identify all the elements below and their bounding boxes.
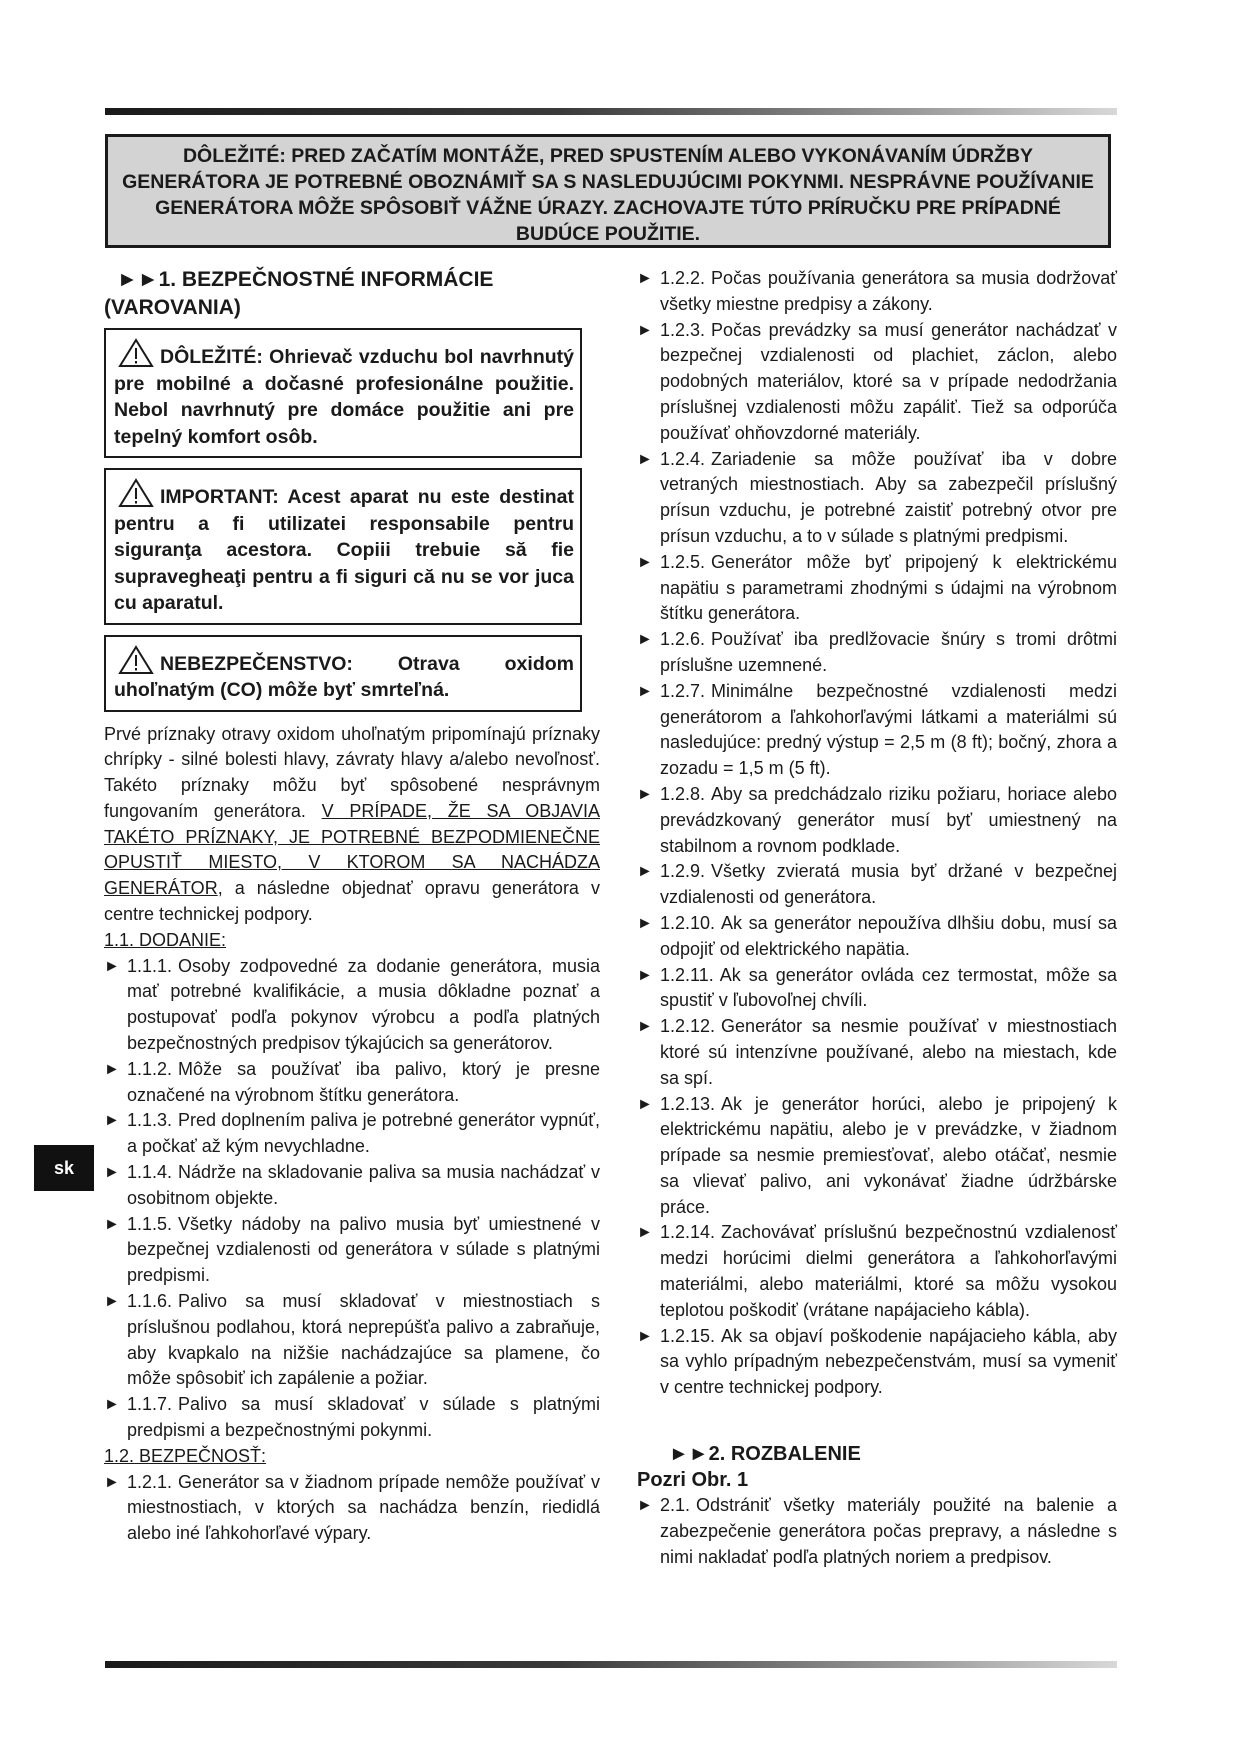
item-text: Ak sa generátor ovláda cez termostat, môže sa spustiť v ľubovoľnej chvíli. <box>660 964 1117 1011</box>
subsection-1-2-heading: 1.2. BEZPEČNOSŤ: <box>104 1445 267 1466</box>
warning-text-heater: DÔLEŽITÉ: Ohrievač vzduchu bol navrhnutý pre mobilné a dočasné profesionálne použitie. Nebol navrhnutý pre domáce použitie ani pre tepelný komfort osôb. <box>114 346 574 448</box>
warning-text-co: NEBEZPEČENSTVO: Otrava oxidom uhoľnatým (CO) môže byť smrteľná. <box>114 652 574 701</box>
arrow-bullet-icon: ► <box>104 1215 120 1233</box>
list-item-1-2-12 <box>637 1014 1117 1091</box>
item-number: 1.1.6. <box>127 1291 173 1312</box>
co-text-after: , a následne objednať opravu generátora v centre technickej podpory. <box>104 878 600 925</box>
item-number: 1.2.15. <box>660 1325 716 1346</box>
item-number: 1.2.10. <box>660 912 716 933</box>
item-text: Ak je generátor horúci, alebo je pripojený k elektrickému napätiu, alebo je v prevádzke, v žiadnom prípade sa nesmie premiesťovať, alebo otáčať, nesmie sa vlievať palivo, ani vykonávať žiadne údržbárske práce. <box>660 1093 1117 1217</box>
item-text: Aby sa predchádzalo riziku požiaru, horiace alebo prevádzkovaný generátor musí byť umiestnený na stabilnom a rovnom podklade. <box>660 783 1117 856</box>
left-column <box>104 266 600 1547</box>
item-text: Pred doplnením paliva je potrebné generátor vypnúť, a počkať až kým nevychladne. <box>127 1110 600 1157</box>
item-number: 1.2.9. <box>660 861 706 882</box>
item-text: Všetky nádoby na palivo musia byť umiestnené v bezpečnej vzdialenosti od generátora v súlade s platnými predpismi. <box>127 1213 600 1286</box>
arrow-bullet-icon: ► <box>637 321 653 339</box>
co-symptoms-paragraph <box>104 722 600 928</box>
item-number: 1.1.1. <box>127 955 173 976</box>
arrow-bullet-icon: ► <box>637 785 653 803</box>
co-text-before: Prvé príznaky otravy oxidom uhoľnatým pripomínajú príznaky chrípky - silné bolesti hlavy, závraty hlavy a/alebo nevoľnosť. Takéto príznaky môžu byť spôsobené nesprávnym fungovaním generátora. <box>104 723 600 821</box>
list-item-1-2-7 <box>637 679 1117 782</box>
item-text: Používať iba predlžovacie šnúry s tromi drôtmi príslušne uzemnené. <box>660 629 1117 675</box>
list-item-2-1 <box>637 1493 1117 1570</box>
arrow-bullet-icon: ► <box>637 450 653 468</box>
arrow-bullet-icon: ► <box>637 1095 653 1113</box>
header-rule <box>105 108 1117 115</box>
item-number: 1.2.3. <box>660 319 706 340</box>
list-item-1-2-8 <box>637 782 1117 859</box>
item-number: 1.2.14. <box>660 1222 716 1243</box>
item-text: Počas používania generátora sa musia dodržovať všetky miestne predpisy a zákony. <box>660 268 1117 314</box>
item-text: Všetky zvieratá musia byť držané v bezpečnej vzdialenosti od generátora. <box>660 861 1117 908</box>
list-item-1-2-14 <box>637 1220 1117 1323</box>
arrow-bullet-icon: ► <box>637 1224 653 1242</box>
item-text: Palivo sa musí skladovať v súlade s platnými predpismi a bezpečnostnými pokynmi. <box>127 1394 600 1441</box>
arrow-bullet-icon: ► <box>637 863 653 881</box>
list-item-1-2-2 <box>637 266 1117 318</box>
item-number: 1.2.7. <box>660 680 706 701</box>
footer-rule <box>105 1661 1117 1668</box>
item-number: 1.2.11. <box>660 964 714 985</box>
list-item-1-1-3 <box>104 1108 600 1160</box>
item-number: 1.2.2. <box>660 268 706 288</box>
arrow-bullet-icon: ► <box>637 631 653 649</box>
item-text: Zachovávať príslušnú bezpečnostnú vzdialenosť medzi horúcimi dielmi generátora a ľahkohorľavými materiálmi, alebo materiálmi, ktoré sa môžu vysokou teplotou poškodiť (vrátane napájacieho kábla). <box>660 1222 1117 1320</box>
item-number: 1.1.5. <box>127 1213 173 1234</box>
important-banner <box>105 134 1111 248</box>
item-text: Počas prevádzky sa musí generátor nachádzať v bezpečnej vzdialenosti od plachiet, záclon, alebo podobných materiálov, ktoré sa v prípade nedodržania príslušnej vzdialenosti môžu zapáliť. Tiež sa odporúča používať ohňovzdorné materiály. <box>660 319 1117 443</box>
item-number: 1.1.2. <box>127 1058 173 1079</box>
arrow-bullet-icon: ► <box>104 1293 120 1311</box>
item-text: Osoby zodpovedné za dodanie generátora, musia mať potrebné kvalifikácie, a musia dôkladne poznať a postupovať podľa pokynov výrobcu a podľa platných bezpečnostných predpisov týkajúcich sa generátorov. <box>127 955 600 1054</box>
item-number: 1.1.7. <box>127 1394 173 1415</box>
section-1-arrows: ►► <box>117 268 159 291</box>
arrow-bullet-icon: ► <box>637 553 653 571</box>
arrow-bullet-icon: ► <box>104 1060 120 1078</box>
item-text: Môže sa používať iba palivo, ktorý je presne označené na výrobnom štítku generátora. <box>127 1058 600 1105</box>
warning-triangle-icon <box>118 338 154 368</box>
list-item-1-2-4 <box>637 447 1117 550</box>
language-tab: sk <box>34 1145 94 1191</box>
item-text: Generátor sa nesmie používať v miestnostiach ktoré sú intenzívne používané, alebo na miestach, kde sa spí. <box>660 1016 1117 1088</box>
item-number: 1.2.13. <box>660 1093 716 1114</box>
item-number: 1.2.1. <box>127 1471 173 1492</box>
item-text: Generátor sa v žiadnom prípade nemôže používať v miestnostiach, v ktorých sa nachádza benzín, riedidlá alebo iné ľahkohorľavé výpary. <box>127 1471 600 1544</box>
arrow-bullet-icon: ► <box>637 966 653 984</box>
arrow-bullet-icon: ► <box>637 1327 653 1345</box>
arrow-bullet-icon: ► <box>637 1018 653 1036</box>
warning-triangle-icon <box>118 645 154 675</box>
list-item-1-2-3 <box>637 318 1117 447</box>
arrow-bullet-icon: ► <box>637 914 653 932</box>
arrow-bullet-icon: ► <box>104 1396 120 1414</box>
item-text: Ak sa generátor nepoužíva dlhšiu dobu, musí sa odpojiť od elektrického napätia. <box>660 912 1117 959</box>
item-number: 1.2.6. <box>660 629 706 650</box>
arrow-bullet-icon: ► <box>637 270 653 287</box>
list-item-1-2-9 <box>637 859 1117 911</box>
section-2-title <box>637 1441 1117 1467</box>
list-item-1-2-13 <box>637 1092 1117 1221</box>
section-1-title <box>104 266 600 322</box>
arrow-bullet-icon: ► <box>104 1473 120 1491</box>
item-text: Generátor môže byť pripojený k elektrickému napätiu s parametrami zhodnými s údajmi na výrobnom štítku generátora. <box>660 551 1117 624</box>
item-text: Odstrániť všetky materiály použité na balenie a zabezpečenie generátora počas prepravy, a následne s nimi nakladať podľa platných noriem a predpisov. <box>660 1495 1117 1567</box>
item-number: 1.1.4. <box>127 1162 173 1183</box>
item-text: Palivo sa musí skladovať v miestnostiach s príslušnou podlahou, ktorá neprepúšťa palivo a zabraňuje, aby kvapkalo na nižšie nachádzajúce sa plamene, čo môže spôsobiť ich zapálenie a požiar. <box>127 1291 600 1389</box>
warning-box-romanian <box>104 468 582 625</box>
list-item-1-1-5 <box>104 1212 600 1289</box>
warning-triangle-icon <box>118 478 154 508</box>
list-item-1-1-1 <box>104 954 600 1057</box>
item-number: 1.2.5. <box>660 551 706 572</box>
arrow-bullet-icon: ► <box>637 682 653 700</box>
item-text: Nádrže na skladovanie paliva sa musia nachádzať v osobitnom objekte. <box>127 1162 600 1208</box>
arrow-bullet-icon: ► <box>104 957 120 975</box>
section-2-heading: 2. ROZBALENIE <box>708 1443 861 1466</box>
item-text: Minimálne bezpečnostné vzdialenosti medzi generátorom a ľahkohorľavými látkami a materiálmi sú nasledujúce: predný výstup = 2,5 m (8 ft); bočný, zhora a zozadu = 1,5 m (5 ft). <box>660 680 1117 779</box>
list-item-1-1-4 <box>104 1160 600 1212</box>
list-item-1-1-2 <box>104 1057 600 1109</box>
warning-text-romanian: IMPORTANT: Acest aparat nu este destinat pentru a fi utilizatei responsabile pentru siguranţa acestora. Copiii trebuie să fie supravegheaţi pentru a fi siguri că nu se vor juca cu aparatul. <box>114 486 574 614</box>
arrow-bullet-icon: ► <box>104 1164 120 1182</box>
list-item-1-2-10 <box>637 911 1117 963</box>
arrow-bullet-icon: ► <box>104 1112 120 1130</box>
list-item-1-2-11 <box>637 963 1117 1015</box>
list-item-1-2-1 <box>104 1470 600 1547</box>
section-2-subtitle: Pozri Obr. 1 <box>637 1469 749 1492</box>
item-number: 1.2.8. <box>660 783 706 804</box>
list-item-1-2-15 <box>637 1324 1117 1401</box>
right-column <box>637 266 1117 1570</box>
list-item-1-2-5 <box>637 550 1117 627</box>
item-number: 2.1. <box>660 1495 691 1516</box>
item-text: Ak sa objaví poškodenie napájacieho kábla, aby sa vyhlo prípadným nebezpečenstvám, musí sa vymeniť v centre technickej podpory. <box>660 1325 1117 1398</box>
co-text-underlined: V PRÍPADE, ŽE SA OBJAVIA TAKÉTO PRÍZNAKY, JE POTREBNÉ BEZPODMIENEČNE OPUSTIŤ MIESTO, V KTOROM SA NACHÁDZA GENERÁTOR <box>104 800 600 899</box>
item-number: 1.2.12. <box>660 1016 716 1037</box>
section-1-heading: 1. BEZPEČNOSTNÉ INFORMÁCIE (VAROVANIA) <box>104 268 494 319</box>
arrow-bullet-icon: ► <box>637 1497 653 1515</box>
item-number: 1.2.4. <box>660 448 706 469</box>
banner-text: DÔLEŽITÉ: PRED ZAČATÍM MONTÁŽE, PRED SPUSTENÍM ALEBO VYKONÁVANÍM ÚDRŽBY GENERÁTORA JE POTREBNÉ OBOZNÁMIŤ SA S NASLEDUJÚCIMI POKYNMI. NESPRÁVNE POUŽÍVANIE GENERÁTORA MÔŽE SPÔSOBIŤ VÁŽNE ÚRAZY. ZACHOVAJTE TÚTO PRÍRUČKU PRE PRÍPADNÉ BUDÚCE POUŽITIE. <box>122 145 1094 245</box>
warning-box-co <box>104 635 582 712</box>
subsection-1-1-heading: 1.1. DODANIE: <box>104 929 227 950</box>
list-item-1-2-6 <box>637 627 1117 679</box>
warning-box-heater <box>104 328 582 458</box>
section-2-arrows: ►► <box>669 1443 709 1466</box>
list-item-1-1-7 <box>104 1392 600 1444</box>
item-text: Zariadenie sa môže používať iba v dobre vetraných miestnostiach. Aby sa zabezpečil príslušný prísun vzduchu, je potrebné zaistiť potrebný otvor pre prísun vzduchu, a to v súlade s platnými predpismi. <box>660 448 1117 546</box>
item-number: 1.1.3. <box>127 1110 173 1131</box>
list-item-1-1-6 <box>104 1289 600 1392</box>
